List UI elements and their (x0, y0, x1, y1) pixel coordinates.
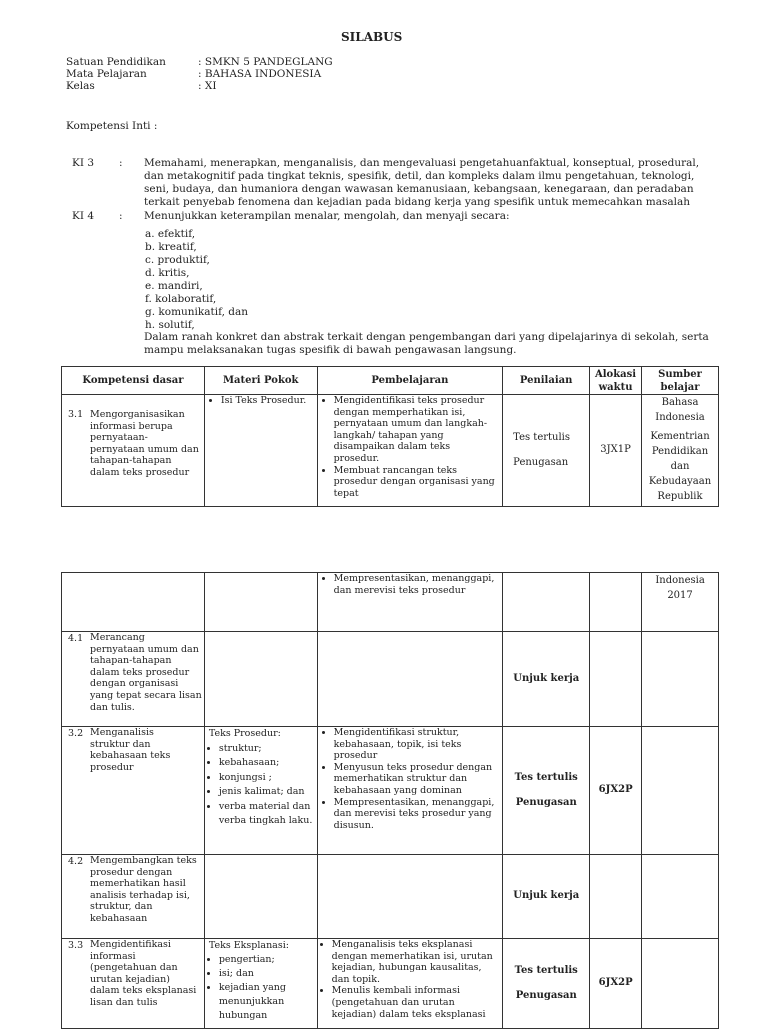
pembelajaran-item: • Mengidentifikasi teks prosedur dengan memperhatikan isi, pernyataan umum dan langkah-langkah/ tahapan yang disampaikan dalam teks prosedur. (334, 395, 499, 465)
pembelajaran-item: • Mengidentifikasi struktur, kebahasaan, topik, isi teks prosedur (334, 727, 499, 762)
kd-number: 3.1 (68, 409, 84, 420)
silabus-table-2 (61, 572, 719, 1029)
col-header-kd: Kompetensi dasar (62, 367, 205, 395)
ki4-item: a. efektif, (145, 228, 196, 240)
ki4-item: d. kritis, (145, 267, 190, 279)
materi-item: • konjungsi ; (219, 771, 317, 786)
ki4-closing-line: mampu melaksanakan tugas spesifik di bawah pengawasan langsung. (144, 344, 517, 356)
header-label-kelas: Kelas (66, 80, 95, 92)
kd-cell (62, 727, 205, 855)
kd-text: Mengidentifikasi informasi (pengetahuan dan urutan kejadian) dalam teks eksplanasi lisan dan tulis (90, 939, 197, 1008)
ki4-item: f. kolaboratif, (145, 293, 217, 305)
kd-number: 3.2 (68, 728, 84, 739)
alokasi-cell: 3JX1P (590, 395, 642, 507)
ki4-code: KI 4 (72, 210, 95, 222)
materi-cell (204, 573, 317, 632)
table-row (62, 632, 719, 727)
materi-item: • pengertian; (219, 953, 317, 967)
materi-cell (204, 855, 317, 939)
penilaian-item: Tes tertulis (514, 965, 578, 977)
materi-item: • kebahasaan; (219, 756, 317, 771)
pembelajaran-item: • Mempresentasikan, menanggapi, dan merevisi teks prosedur (334, 573, 503, 596)
pembelajaran-item: • Menganalisis teks eksplanasi dengan memerhatikan isi, urutan kejadian, hubungan kausalitas, dan topik. (332, 939, 499, 985)
kd-text: Mengembangkan teks prosedur dengan memerhatikan hasil analisis terhadap isi, struktur, dan kebahasaan (90, 855, 197, 924)
pembelajaran-cell (317, 939, 503, 1029)
header-label-satuan: Satuan Pendidikan (66, 56, 166, 68)
penilaian-item: Tes tertulis (513, 432, 570, 444)
table-row (62, 573, 719, 632)
kd-number: 4.1 (68, 633, 84, 644)
ki4-closing-line: Dalam ranah konkret dan abstrak terkait dengan pengembangan dari yang dipelajarinya di sekolah, serta (144, 331, 709, 343)
sumber-cell (642, 632, 719, 727)
sumber-item: Indonesia (655, 575, 705, 586)
materi-item: • isi; dan (219, 967, 317, 981)
penilaian-item: Penugasan (515, 989, 577, 1001)
kd-number: 3.3 (68, 940, 84, 951)
penilaian-cell (503, 727, 590, 855)
ki3-line: terkait penyebab fenomena dan kejadian pada bidang kerja yang spesifik untuk memecahkan masalah (144, 196, 691, 208)
ki4-closing (144, 331, 709, 357)
penilaian-item: Tes tertulis (514, 772, 578, 784)
ki3-line: dan metakognitif pada tingkat teknis, spesifik, detil, dan kompleks dalam ilmu pengetahuan, teknologi, (144, 170, 695, 182)
ki4-list (145, 228, 248, 332)
ki4-item: g. komunikatif, dan (145, 306, 249, 318)
penilaian-cell (503, 395, 590, 507)
table-row (62, 395, 719, 507)
silabus-table-1 (61, 366, 719, 507)
pembelajaran-cell (317, 855, 503, 939)
pembelajaran-cell (317, 632, 503, 727)
pembelajaran-cell (317, 573, 503, 632)
sumber-item: 2017 (667, 590, 693, 601)
penilaian-item: Penugasan (515, 796, 577, 808)
penilaian-item: Penugasan (513, 456, 569, 468)
ki3-code: KI 3 (72, 157, 95, 169)
ki4-item: h. solutif, (145, 319, 195, 331)
sumber-item: Kementrian Pendidikan dan Kebudayaan Republik (648, 431, 712, 502)
pembelajaran-item: • Menulis kembali informasi (pengetahuan dan urutan kejadian) dalam teks eksplanasi (332, 985, 499, 1020)
pembelajaran-cell (317, 395, 503, 507)
materi-item: • verba material dan verba tingkah laku. (219, 800, 317, 829)
sumber-cell (642, 395, 719, 507)
materi-item: • jenis kalimat; dan (219, 785, 317, 800)
pembelajaran-cell (317, 727, 503, 855)
alokasi-cell (590, 855, 642, 939)
col-header-materi: Materi Pokok (204, 367, 317, 395)
penilaian-cell: Unjuk kerja (503, 855, 590, 939)
penilaian-cell: Unjuk kerja (503, 632, 590, 727)
col-header-alokasi: Alokasi waktu (590, 367, 642, 395)
materi-item: • kejadian yang menunjukkan hubungan (219, 981, 317, 1023)
materi-cell (204, 727, 317, 855)
materi-item: • Isi Teks Prosedur. (221, 395, 317, 407)
sumber-cell (642, 855, 719, 939)
ki-heading: Kompetensi Inti : (66, 120, 158, 132)
alokasi-cell (590, 573, 642, 632)
kd-text: Menganalisis struktur dan kebahasaan teks prosedur (90, 727, 171, 773)
col-header-pembelajaran: Pembelajaran (317, 367, 503, 395)
kd-cell (62, 573, 205, 632)
header-value-mapel: : BAHASA INDONESIA (198, 68, 322, 80)
alokasi-cell (590, 632, 642, 727)
kd-text: Mengorganisasikan informasi berupa pernyataan-pernyataan umum dan tahapan-tahapan dalam teks prosedur (90, 409, 199, 478)
kd-number: 4.2 (68, 856, 84, 867)
ki4-item: e. mandiri, (145, 280, 203, 292)
kd-cell (62, 939, 205, 1029)
page-title: SILABUS (341, 30, 403, 44)
ki3-colon: : (119, 157, 123, 169)
ki4-intro: Menunjukkan keterampilan menalar, mengolah, dan menyaji secara: (144, 210, 510, 222)
materi-cell (204, 395, 317, 507)
penilaian-cell (503, 573, 590, 632)
materi-title: Teks Prosedur: (208, 728, 281, 739)
materi-title: Teks Eksplanasi: (208, 940, 289, 951)
table-row (62, 855, 719, 939)
table-row (62, 939, 719, 1029)
pembelajaran-item: • Menyusun teks prosedur dengan memerhatikan struktur dan kebahasaan yang dominan (334, 762, 499, 797)
kd-cell (62, 855, 205, 939)
ki3-text (144, 157, 699, 209)
kd-text: Merancang pernyataan umum dan tahapan-tahapan dalam teks prosedur dengan organisasi yang tepat secara lisan dan tulis. (90, 632, 202, 713)
materi-item: • struktur; (219, 742, 317, 757)
header-value-satuan: : SMKN 5 PANDEGLANG (198, 56, 333, 68)
sumber-cell (642, 573, 719, 632)
ki4-item: c. produktif, (145, 254, 210, 266)
header-label-mapel: Mata Pelajaran (66, 68, 147, 80)
table-row (62, 727, 719, 855)
sumber-cell (642, 727, 719, 855)
alokasi-cell: 6JX2P (590, 727, 642, 855)
alokasi-cell: 6JX2P (590, 939, 642, 1029)
kd-cell (62, 395, 205, 507)
kd-cell (62, 632, 205, 727)
sumber-cell (642, 939, 719, 1029)
pembelajaran-item: • Mempresentasikan, menanggapi, dan merevisi teks prosedur yang disusun. (334, 797, 499, 832)
penilaian-cell (503, 939, 590, 1029)
pembelajaran-item: • Membuat rancangan teks prosedur dengan organisasi yang tepat (334, 465, 499, 500)
ki3-line: seni, budaya, dan humaniora dengan wawasan kemanusiaan, kebangsaan, kenegaraan, dan peradaban (144, 183, 694, 195)
materi-cell (204, 632, 317, 727)
ki4-item: b. kreatif, (145, 241, 197, 253)
header-value-kelas: : XI (198, 80, 217, 92)
materi-cell (204, 939, 317, 1029)
col-header-sumber: Sumber belajar (642, 367, 719, 395)
col-header-penilaian: Penilaian (503, 367, 590, 395)
sumber-item: Bahasa Indonesia (655, 397, 705, 423)
ki3-line: Memahami, menerapkan, menganalisis, dan mengevaluasi pengetahuanfaktual, konseptual, prosedural, (144, 157, 700, 169)
ki4-colon: : (119, 210, 123, 222)
